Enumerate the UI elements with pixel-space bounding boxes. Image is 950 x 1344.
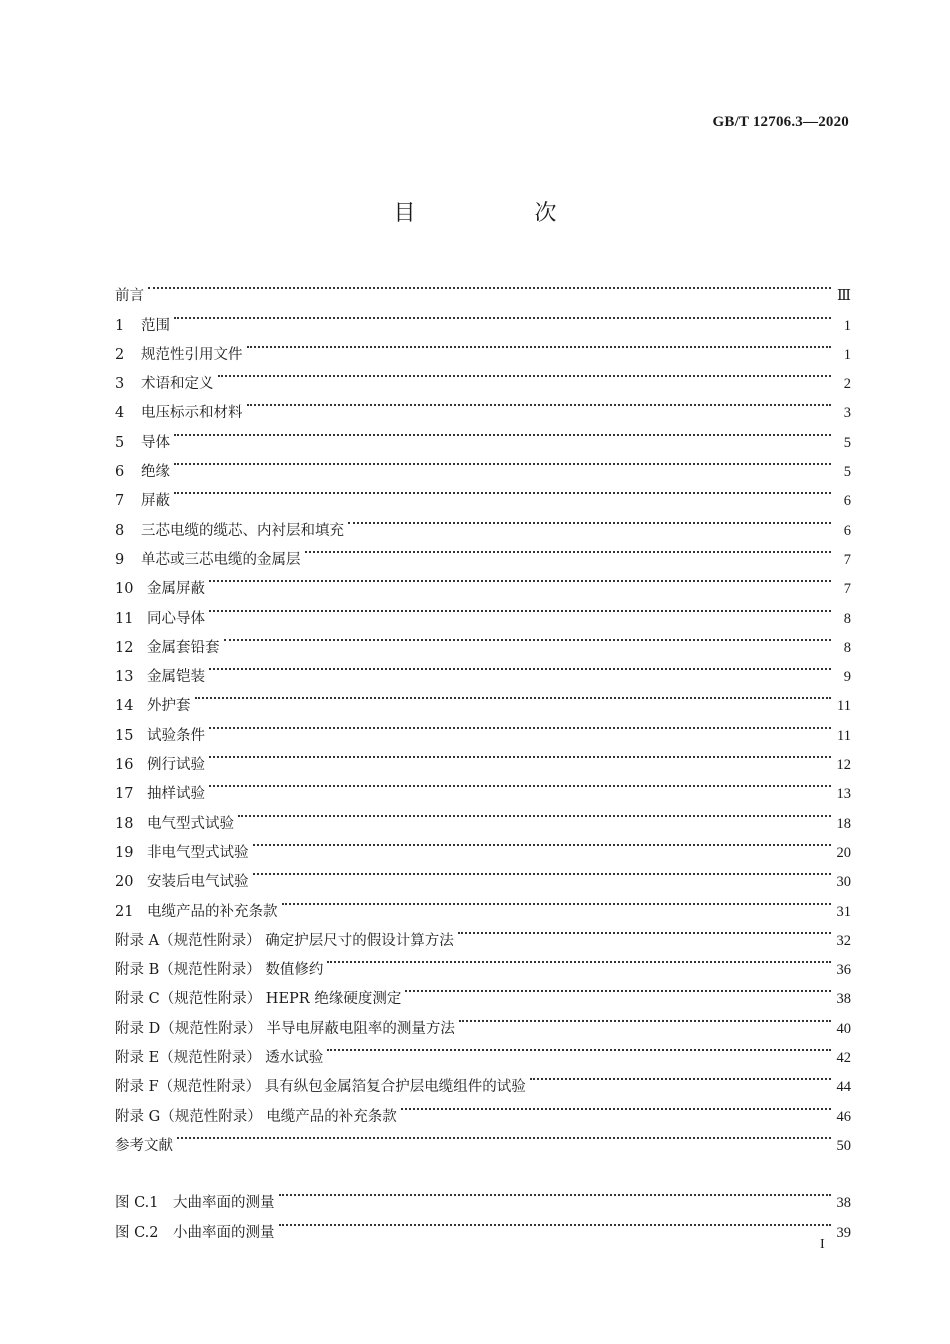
dot-leader bbox=[209, 740, 831, 769]
dot-leader bbox=[279, 1207, 831, 1236]
toc-entry-page: 36 bbox=[836, 962, 851, 979]
toc-entry-label: 附录 E（规范性附录） 透水试验 bbox=[115, 1050, 324, 1067]
toc-entry-number: 8 bbox=[115, 522, 125, 539]
dot-leader bbox=[530, 1062, 831, 1091]
toc-entry[interactable] bbox=[115, 564, 851, 598]
page-title: 目 次 bbox=[393, 201, 613, 226]
toc-entry-page: 11 bbox=[837, 698, 851, 715]
toc-entry-label: 附录 B（规范性附录） 数值修约 bbox=[115, 962, 324, 979]
toc-entry-number: 13 bbox=[115, 669, 134, 686]
toc-entry[interactable] bbox=[115, 447, 851, 481]
toc-entry-page: 32 bbox=[836, 932, 851, 949]
dot-leader bbox=[209, 564, 831, 593]
toc-entry-label: 附录 A（规范性附录） 确定护层尺寸的假设计算方法 bbox=[115, 932, 454, 949]
dot-leader bbox=[327, 1033, 830, 1062]
toc-entry-page: 5 bbox=[843, 434, 851, 451]
page-number: I bbox=[820, 1237, 825, 1252]
toc-entry-page: Ⅲ bbox=[837, 288, 851, 305]
toc-entry-label: 电压标示和材料 bbox=[141, 405, 243, 422]
toc-entry-number: 2 bbox=[115, 346, 125, 363]
dot-leader bbox=[177, 1121, 831, 1150]
toc-entry-page: 44 bbox=[836, 1079, 851, 1096]
toc-entry-label: 金属套铅套 bbox=[147, 639, 220, 656]
dot-leader bbox=[459, 1003, 831, 1032]
dot-leader bbox=[174, 300, 831, 329]
toc-entry-number: 17 bbox=[115, 786, 134, 803]
dot-leader bbox=[148, 271, 831, 300]
dot-leader bbox=[327, 945, 830, 974]
toc-entry-page: 50 bbox=[836, 1137, 851, 1154]
toc-entry-page: 9 bbox=[843, 669, 851, 686]
toc-entry-number: 12 bbox=[115, 639, 134, 656]
dot-leader bbox=[405, 974, 830, 1003]
toc-entry-number: 18 bbox=[115, 815, 134, 832]
dot-leader bbox=[209, 769, 831, 798]
toc-entry-label: 三芯电缆的缆芯、内衬层和填充 bbox=[141, 522, 344, 539]
toc-entry[interactable] bbox=[115, 359, 851, 393]
toc-entry-label: 术语和定义 bbox=[141, 376, 214, 393]
figure-entry-label: 图 C.1 大曲率面的测量 bbox=[115, 1195, 275, 1212]
toc-entry-label: 附录 F（规范性附录） 具有纵包金属箔复合护层电缆组件的试验 bbox=[115, 1079, 526, 1096]
toc-entry-label: 非电气型式试验 bbox=[147, 844, 249, 861]
toc-entry-label: 试验条件 bbox=[147, 727, 205, 744]
toc-entry-page: 12 bbox=[836, 757, 851, 774]
toc-entry-label: 安装后电气试验 bbox=[147, 874, 249, 891]
dot-leader bbox=[224, 623, 832, 652]
toc-entry-page: 31 bbox=[836, 903, 851, 920]
figure-list bbox=[115, 1178, 851, 1241]
toc-entry-page: 20 bbox=[836, 844, 851, 861]
toc-entry[interactable] bbox=[115, 593, 851, 627]
toc-entry-label: 规范性引用文件 bbox=[141, 346, 243, 363]
toc-entry[interactable] bbox=[115, 271, 851, 305]
standard-code: GB/T 12706.3—2020 bbox=[712, 114, 849, 130]
toc-entry-label: 导体 bbox=[141, 434, 170, 451]
toc-entry-page: 1 bbox=[843, 346, 851, 363]
toc-entry[interactable] bbox=[115, 740, 851, 774]
toc-entry-number: 6 bbox=[115, 464, 125, 481]
dot-leader bbox=[458, 916, 831, 945]
dot-leader bbox=[348, 505, 831, 534]
dot-leader bbox=[195, 681, 832, 710]
toc-entry-label: 绝缘 bbox=[141, 464, 170, 481]
dot-leader bbox=[174, 476, 831, 505]
toc-entry-label: 单芯或三芯电缆的金属层 bbox=[141, 551, 301, 568]
figure-entry-page: 39 bbox=[836, 1224, 851, 1241]
toc-entry-page: 7 bbox=[843, 551, 851, 568]
toc-entry-label: 同心导体 bbox=[147, 610, 205, 627]
toc-entry[interactable] bbox=[115, 652, 851, 686]
toc-entry-page: 1 bbox=[843, 317, 851, 334]
toc-entry[interactable] bbox=[115, 300, 851, 334]
toc-entry-number: 20 bbox=[115, 874, 134, 891]
toc-entry-number: 16 bbox=[115, 757, 134, 774]
toc-entry[interactable] bbox=[115, 388, 851, 422]
toc-entry-page: 18 bbox=[836, 815, 851, 832]
toc-entry-page: 11 bbox=[837, 727, 851, 744]
toc-entry[interactable] bbox=[115, 769, 851, 803]
toc-entry-label: 抽样试验 bbox=[147, 786, 205, 803]
toc-entry[interactable] bbox=[115, 1121, 851, 1154]
toc-entry-number: 11 bbox=[115, 610, 134, 627]
toc-entry-number: 5 bbox=[115, 434, 125, 451]
toc-entry-page: 42 bbox=[836, 1050, 851, 1067]
toc-entry-number: 21 bbox=[115, 903, 134, 920]
dot-leader bbox=[174, 417, 831, 446]
dot-leader bbox=[279, 1178, 831, 1207]
toc-entry-number: 10 bbox=[115, 581, 134, 598]
toc-entry-number: 14 bbox=[115, 698, 134, 715]
toc-entry-page: 46 bbox=[836, 1108, 851, 1125]
toc-entry-label: 附录 C（规范性附录） HEPR 绝缘硬度测定 bbox=[115, 991, 402, 1008]
dot-leader bbox=[305, 535, 832, 564]
toc-entry[interactable] bbox=[115, 623, 851, 656]
toc-entry-label: 电气型式试验 bbox=[147, 815, 234, 832]
toc-entry[interactable] bbox=[115, 417, 851, 451]
toc-entry-label: 前言 bbox=[115, 288, 144, 305]
toc-entry-label: 金属屏蔽 bbox=[147, 581, 205, 598]
toc-entry-page: 8 bbox=[843, 610, 851, 627]
toc-entry[interactable] bbox=[115, 681, 851, 715]
figure-entry-page: 38 bbox=[836, 1195, 851, 1212]
figure-entry[interactable] bbox=[115, 1178, 851, 1212]
toc-entry-label: 电缆产品的补充条款 bbox=[147, 903, 278, 920]
toc-entry-number: 19 bbox=[115, 844, 134, 861]
toc-entry-label: 屏蔽 bbox=[141, 493, 170, 510]
dot-leader bbox=[218, 359, 832, 388]
toc-entry-number: 9 bbox=[115, 551, 125, 568]
toc-entry-page: 8 bbox=[843, 639, 851, 656]
toc-entry-label: 范围 bbox=[141, 317, 170, 334]
toc-entry-page: 38 bbox=[836, 991, 851, 1008]
toc-entry[interactable] bbox=[115, 710, 851, 744]
dot-leader bbox=[401, 1091, 831, 1120]
table-of-contents bbox=[115, 271, 851, 1154]
toc-entry-page: 5 bbox=[843, 464, 851, 481]
toc-entry-number: 15 bbox=[115, 727, 134, 744]
toc-entry-page: 6 bbox=[843, 493, 851, 510]
dot-leader bbox=[282, 886, 831, 915]
toc-entry-label: 附录 G（规范性附录） 电缆产品的补充条款 bbox=[115, 1108, 397, 1125]
toc-entry-number: 3 bbox=[115, 376, 125, 393]
toc-entry-page: 3 bbox=[843, 405, 851, 422]
dot-leader bbox=[247, 388, 832, 417]
toc-entry-label: 例行试验 bbox=[147, 757, 205, 774]
toc-entry-label: 参考文献 bbox=[115, 1137, 173, 1154]
toc-entry[interactable] bbox=[115, 798, 851, 832]
dot-leader bbox=[174, 447, 831, 476]
figure-entry-label: 图 C.2 小曲率面的测量 bbox=[115, 1224, 275, 1241]
dot-leader bbox=[238, 798, 831, 827]
toc-entry[interactable] bbox=[115, 330, 851, 363]
toc-entry-label: 外护套 bbox=[147, 698, 191, 715]
toc-entry-number: 1 bbox=[115, 317, 125, 334]
dot-leader bbox=[253, 857, 831, 886]
toc-entry-page: 2 bbox=[843, 376, 851, 393]
dot-leader bbox=[209, 593, 831, 622]
toc-entry[interactable] bbox=[115, 476, 851, 510]
dot-leader bbox=[253, 828, 831, 857]
toc-entry-label: 金属铠装 bbox=[147, 669, 205, 686]
dot-leader bbox=[247, 330, 832, 359]
toc-entry[interactable] bbox=[115, 505, 851, 539]
toc-entry-page: 7 bbox=[843, 581, 851, 598]
dot-leader bbox=[209, 710, 831, 739]
toc-entry-page: 13 bbox=[836, 786, 851, 803]
toc-entry-page: 30 bbox=[836, 874, 851, 891]
toc-entry-label: 附录 D（规范性附录） 半导电屏蔽电阻率的测量方法 bbox=[115, 1020, 455, 1037]
toc-entry-page: 6 bbox=[843, 522, 851, 539]
toc-entry-number: 4 bbox=[115, 405, 125, 422]
toc-entry-page: 40 bbox=[836, 1020, 851, 1037]
dot-leader bbox=[209, 652, 831, 681]
toc-entry-number: 7 bbox=[115, 493, 125, 510]
